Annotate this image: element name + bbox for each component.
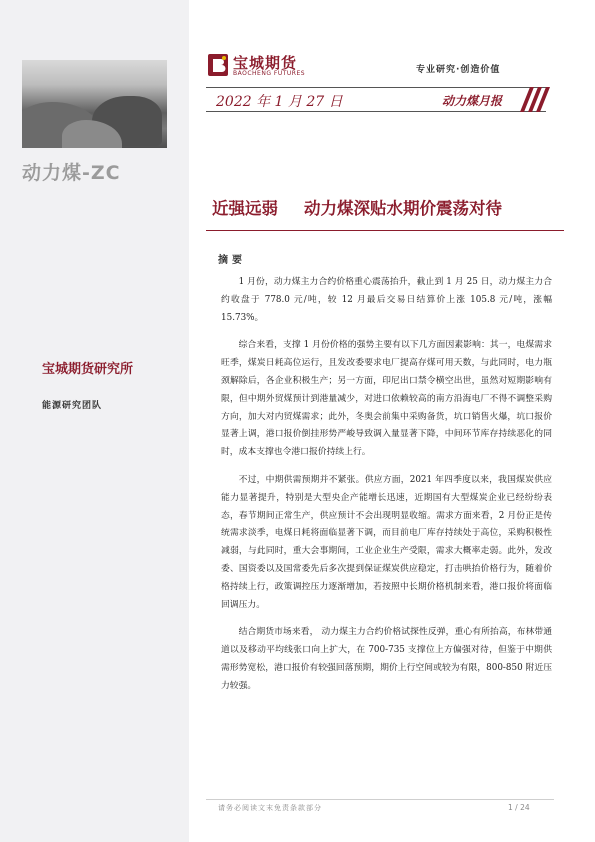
title-part-2: 动力煤深贴水期价震荡对待 xyxy=(304,199,502,218)
product-name: 动力煤-ZC xyxy=(22,162,121,184)
sidebar xyxy=(0,0,189,842)
institute-name: 宝城期货研究所 xyxy=(42,362,134,377)
decorative-stripes-icon xyxy=(512,87,552,112)
title-divider xyxy=(206,230,564,231)
footer-divider xyxy=(206,799,554,800)
company-logo xyxy=(206,50,321,80)
abstract-heading: 摘要 xyxy=(218,255,246,266)
abstract-body xyxy=(221,274,552,706)
abstract-paragraph: 结合期货市场来看， 动力煤主力合约价格试探性反弹，重心有所抬高，布林带通道以及移动平均线张口向上扩大，在 700-735 支撑位上方偏强对待，但鉴于中期供需形势宽松，港口报价有较强回落预期，期价上行空间或较为有限，800-850 附近压力较强。 xyxy=(221,627,552,691)
logo-text-cn: 宝城期货 xyxy=(233,54,298,72)
page-number: 1 / 24 xyxy=(508,803,530,812)
abstract-paragraph: 综合来看，支撑 1 月份价格的强势主要有以下几方面因素影响：其一，电煤需求旺季，煤炭日耗高位运行，且发改委要求电厂提高存煤可用天数，与此同时，电力瓶颈解除后，各企业积极生产；另一方面，印尼出口禁令横空出世，虽然对短期影响有限，但中期外贸煤预计到港量减少，对进口依赖较高的南方沿海电厂不得不调整采购方向，加大对内贸煤需求；此外，冬奥会前集中采购备货，坑口销售火爆，坑口报价显著上调，港口报价倒挂形势严峻导致调入量显著下降，中间环节库存持续恶化的同时，成本支撑也令港口报价持续上行。 xyxy=(221,340,552,458)
team-name: 能源研究团队 xyxy=(42,401,103,411)
report-title xyxy=(212,195,502,219)
abstract-paragraph: 不过，中期供需预期并不紧张。供应方面，2021 年四季度以来，我国煤炭供应能力显著提升，特别是大型央企产能增长迅速，近期国有大型煤炭企业已经纷纷表态，春节期间正常生产，供应预计不会出现明显收缩。需求方面来看，2 月份正是传统需求淡季，电煤日耗将面临显著下调，而目前电厂库存持续处于高位，采购积极性减弱，与此同时，重大会事期间，工业企业生产受限，需求大概率走弱。此外，发改委、国资委以及国常委先后多次提到保证煤炭供应稳定，打击哄抬价格行为，随着价格持续上行，政策调控压力逐渐增加，若按照中长期价格机制来看，港口报价将面临回调压力。 xyxy=(221,474,552,610)
cover-photo xyxy=(22,60,167,148)
slogan: 专业研究·创造价值 xyxy=(416,65,501,75)
report-date: 2022 年 1 月 27 日 xyxy=(216,94,343,110)
logo-text-en: BAOCHENG FUTURES xyxy=(233,70,306,77)
title-part-1: 近强远弱 xyxy=(212,199,278,218)
date-bar xyxy=(206,87,546,112)
logo-mark-icon xyxy=(206,52,230,78)
abstract-paragraph: 1 月份，动力煤主力合约价格重心震荡抬升，截止到 1 月 25 日，动力煤主力合约收盘于 778.0 元/吨，较 12 月最后交易日结算价上涨 105.8 元/吨，涨幅 15.73%。 xyxy=(221,277,552,323)
footer-disclaimer: 请务必阅读文末免责条款部分 xyxy=(218,804,322,812)
report-type: 动力煤月报 xyxy=(442,94,503,108)
